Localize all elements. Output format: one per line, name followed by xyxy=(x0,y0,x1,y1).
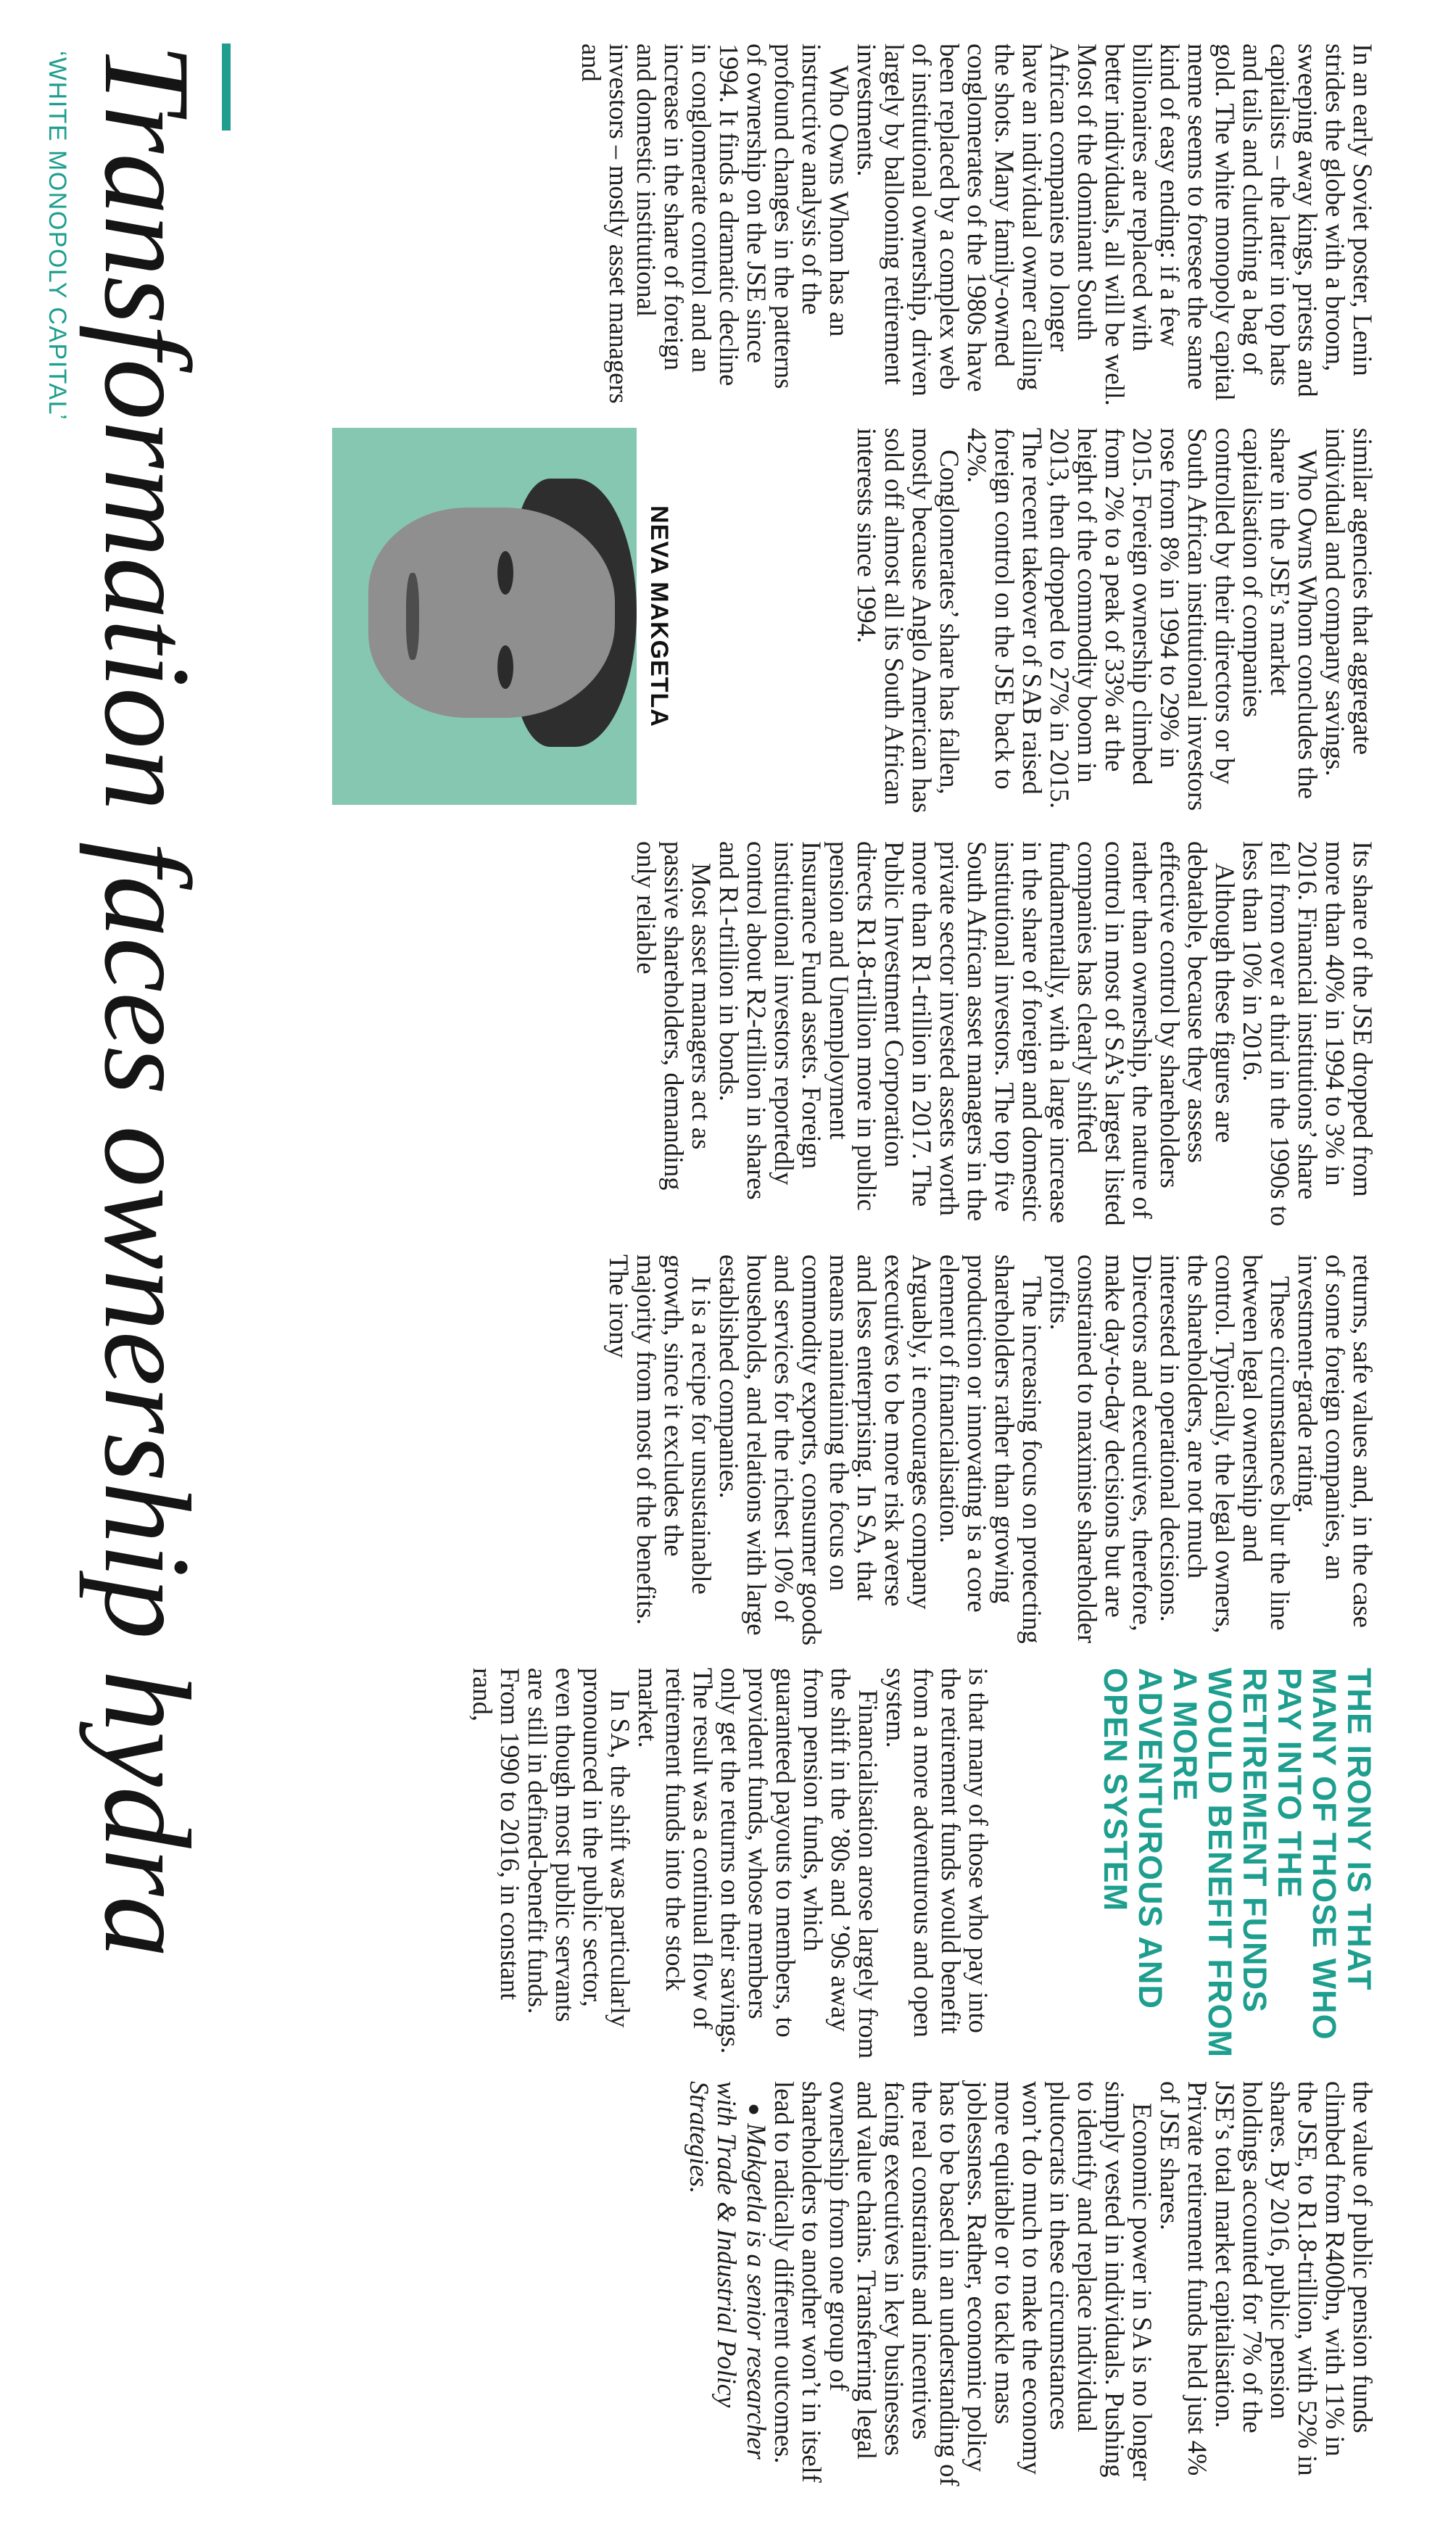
paragraph: Who Owns Whom concludes the share in the JSE’s market capitalisation of companies controlled by their directors or by South African institutional investors rose from 8% in 1994 to 29% in 2015. Foreign ownership climbed from 2% to a peak of 33% at the height of the commodity boom in 2013, then dropped to 27% in 2015. The recent takeover of SAB raised foreign control on the JSE back to 42%. xyxy=(962,428,1323,811)
paragraph: These circumstances blur the line between legal ownership and control. Typically, the legal owners, the shareholders, are not much interested in operational decisions. Directors and executives, therefore, make day-to-day decisions but are constrained to maximise shareholder profits. xyxy=(1045,1254,1295,1644)
photo-mouth xyxy=(406,573,419,660)
paragraph: Who Owns Whom has an instructive analysis of the profound changes in the patterns of ownership on the JSE since 1994. It finds a dramatic decline in conglomerate control and an increase in the share of foreign and domestic institutional investors – mostly asset managers and xyxy=(576,44,854,404)
photo-face xyxy=(368,508,615,718)
headline: Transformation faces ownership hydra xyxy=(79,44,215,1958)
paragraph: Its share of the JSE dropped from more than 40% in 1994 to 3% in 2016. Financial institutions’ share fell from over a third in the 1990s to less than 10% in 2016. xyxy=(1238,841,1378,1227)
byline: NEVA MAKGETLA xyxy=(645,505,673,727)
paragraph: The increasing focus on protecting shareholders rather than growing production or innovating is a core element of financialisation. Arguably, it encourages company executives to be more risk averse and less enterprising. In SA, that means maintaining the focus on commodity exports, consumer goods and services for the richest 10% of households, and relations with large established companies. xyxy=(714,1254,1047,1646)
paragraph: It is a recipe for unsustainable growth, since it excludes the majority from most of the benefits. The irony xyxy=(604,1254,716,1625)
paragraph: In an early Soviet poster, Lenin strides the globe with a broom, sweeping away kings, priests and capitalists – the latter in top hats and tails and clutching a bag of gold. The white monopoly capital meme seems to foresee the same kind of easy ending: if a few billionaires are replaced with better individuals, all will be well. Most of the dominant South African companies no longer have an individual owner calling the shots. Many family-owned conglomerates of the 1980s have been replaced by a complex web of institutional ownership, driven largely by ballooning retirement investments. xyxy=(852,44,1378,406)
author-photo xyxy=(332,428,637,805)
article-column-1 xyxy=(231,44,1376,406)
photo-eye xyxy=(497,645,513,689)
paragraph: Most asset managers act as passive shareholders, demanding only reliable xyxy=(632,841,716,1191)
bullet-icon: ● xyxy=(743,2103,766,2117)
paragraph: the value of public pension funds climbed from R400bn, with 11% in the JSE, to R1.8-trillion, with 52% in shares. By 2016, public pension holdings accounted for 7% of the JSE’s total market capitalisation. Private retirement funds held just 4% of JSE shares. xyxy=(1155,2081,1378,2476)
author-bio xyxy=(685,2081,770,2487)
author-bio-text: Makgetla is a senior researcher with Trade & Industrial Policy Strategies. xyxy=(684,2081,772,2460)
paragraph: Although these figures are debatable, because they assess effective control by shareholders rather than ownership, the nature of control in most of SA’s largest listed companies has clearly shifted fundamentally, with a large increase in the share of foreign and domestic institutional investors. The top five South African asset managers in the private sector invested assets worth more than R1-trillion in 2017. The Public Investment Corporation directs R1.8-trillion more in public pension and Unemployment Insurance Fund assets. Foreign institutional investors reportedly control about R2-trillion in shares and R1-trillion in bonds. xyxy=(714,841,1240,1226)
section-kicker: ‘WHITE MONOPOLY CAPITAL’ xyxy=(44,51,71,421)
paragraph: is that many of those who pay into the retirement funds would benefit from a more adventurous and open system. xyxy=(881,1668,993,2038)
pull-quote: THE IRONY IS THAT MANY OF THOSE WHO PAY INTO THE RETIREMENT FUNDS WOULD BENEFIT FROM A MORE ADVENTUROUS AND OPEN SYSTEM xyxy=(1097,1668,1378,2058)
article-column-2 xyxy=(687,428,1376,819)
photo-eye xyxy=(497,551,513,595)
paragraph: Economic power in SA is no longer simply vested in individuals. Pushing to identify and replace individual plutocrats in these circumstances won’t do much to make the economy more equitable or to tackle mass joblessness. Rather, economic policy has to be based in an understanding of the real constraints and incentives facing executives in key businesses and value chains. Transferring legal ownership from one group of shareholders to another won’t in itself lead to radically different outcomes. xyxy=(769,2081,1157,2486)
article-column-5 xyxy=(231,1668,992,2059)
article-column-6 xyxy=(231,2081,1376,2487)
article-column-4 xyxy=(231,1254,1376,1646)
paragraph: similar agencies that aggregate individual and company savings. xyxy=(1320,428,1378,777)
article-column-3 xyxy=(231,841,1376,1233)
accent-rule xyxy=(222,44,231,131)
paragraph: Financialisation arose largely from the shift in the ’80s and ’90s away from pension funds, which guaranteed payouts to members, to provident funds, whose members only get the returns on their savings. The result was a continual flow of retirement funds into the stock market. xyxy=(633,1668,883,2059)
paragraph: Conglomerates’ share has fallen, mostly because Anglo American has sold off almost all its South African interests since 1994. xyxy=(852,428,964,814)
paragraph: returns, safe values and, in the case of some foreign companies, an investment-grade rating. xyxy=(1293,1254,1378,1628)
paragraph: In SA, the shift was particularly pronounced in the public sector, even though most public servants are still in defined-benefit funds. From 1990 to 2016, in constant rand, xyxy=(468,1668,635,2028)
